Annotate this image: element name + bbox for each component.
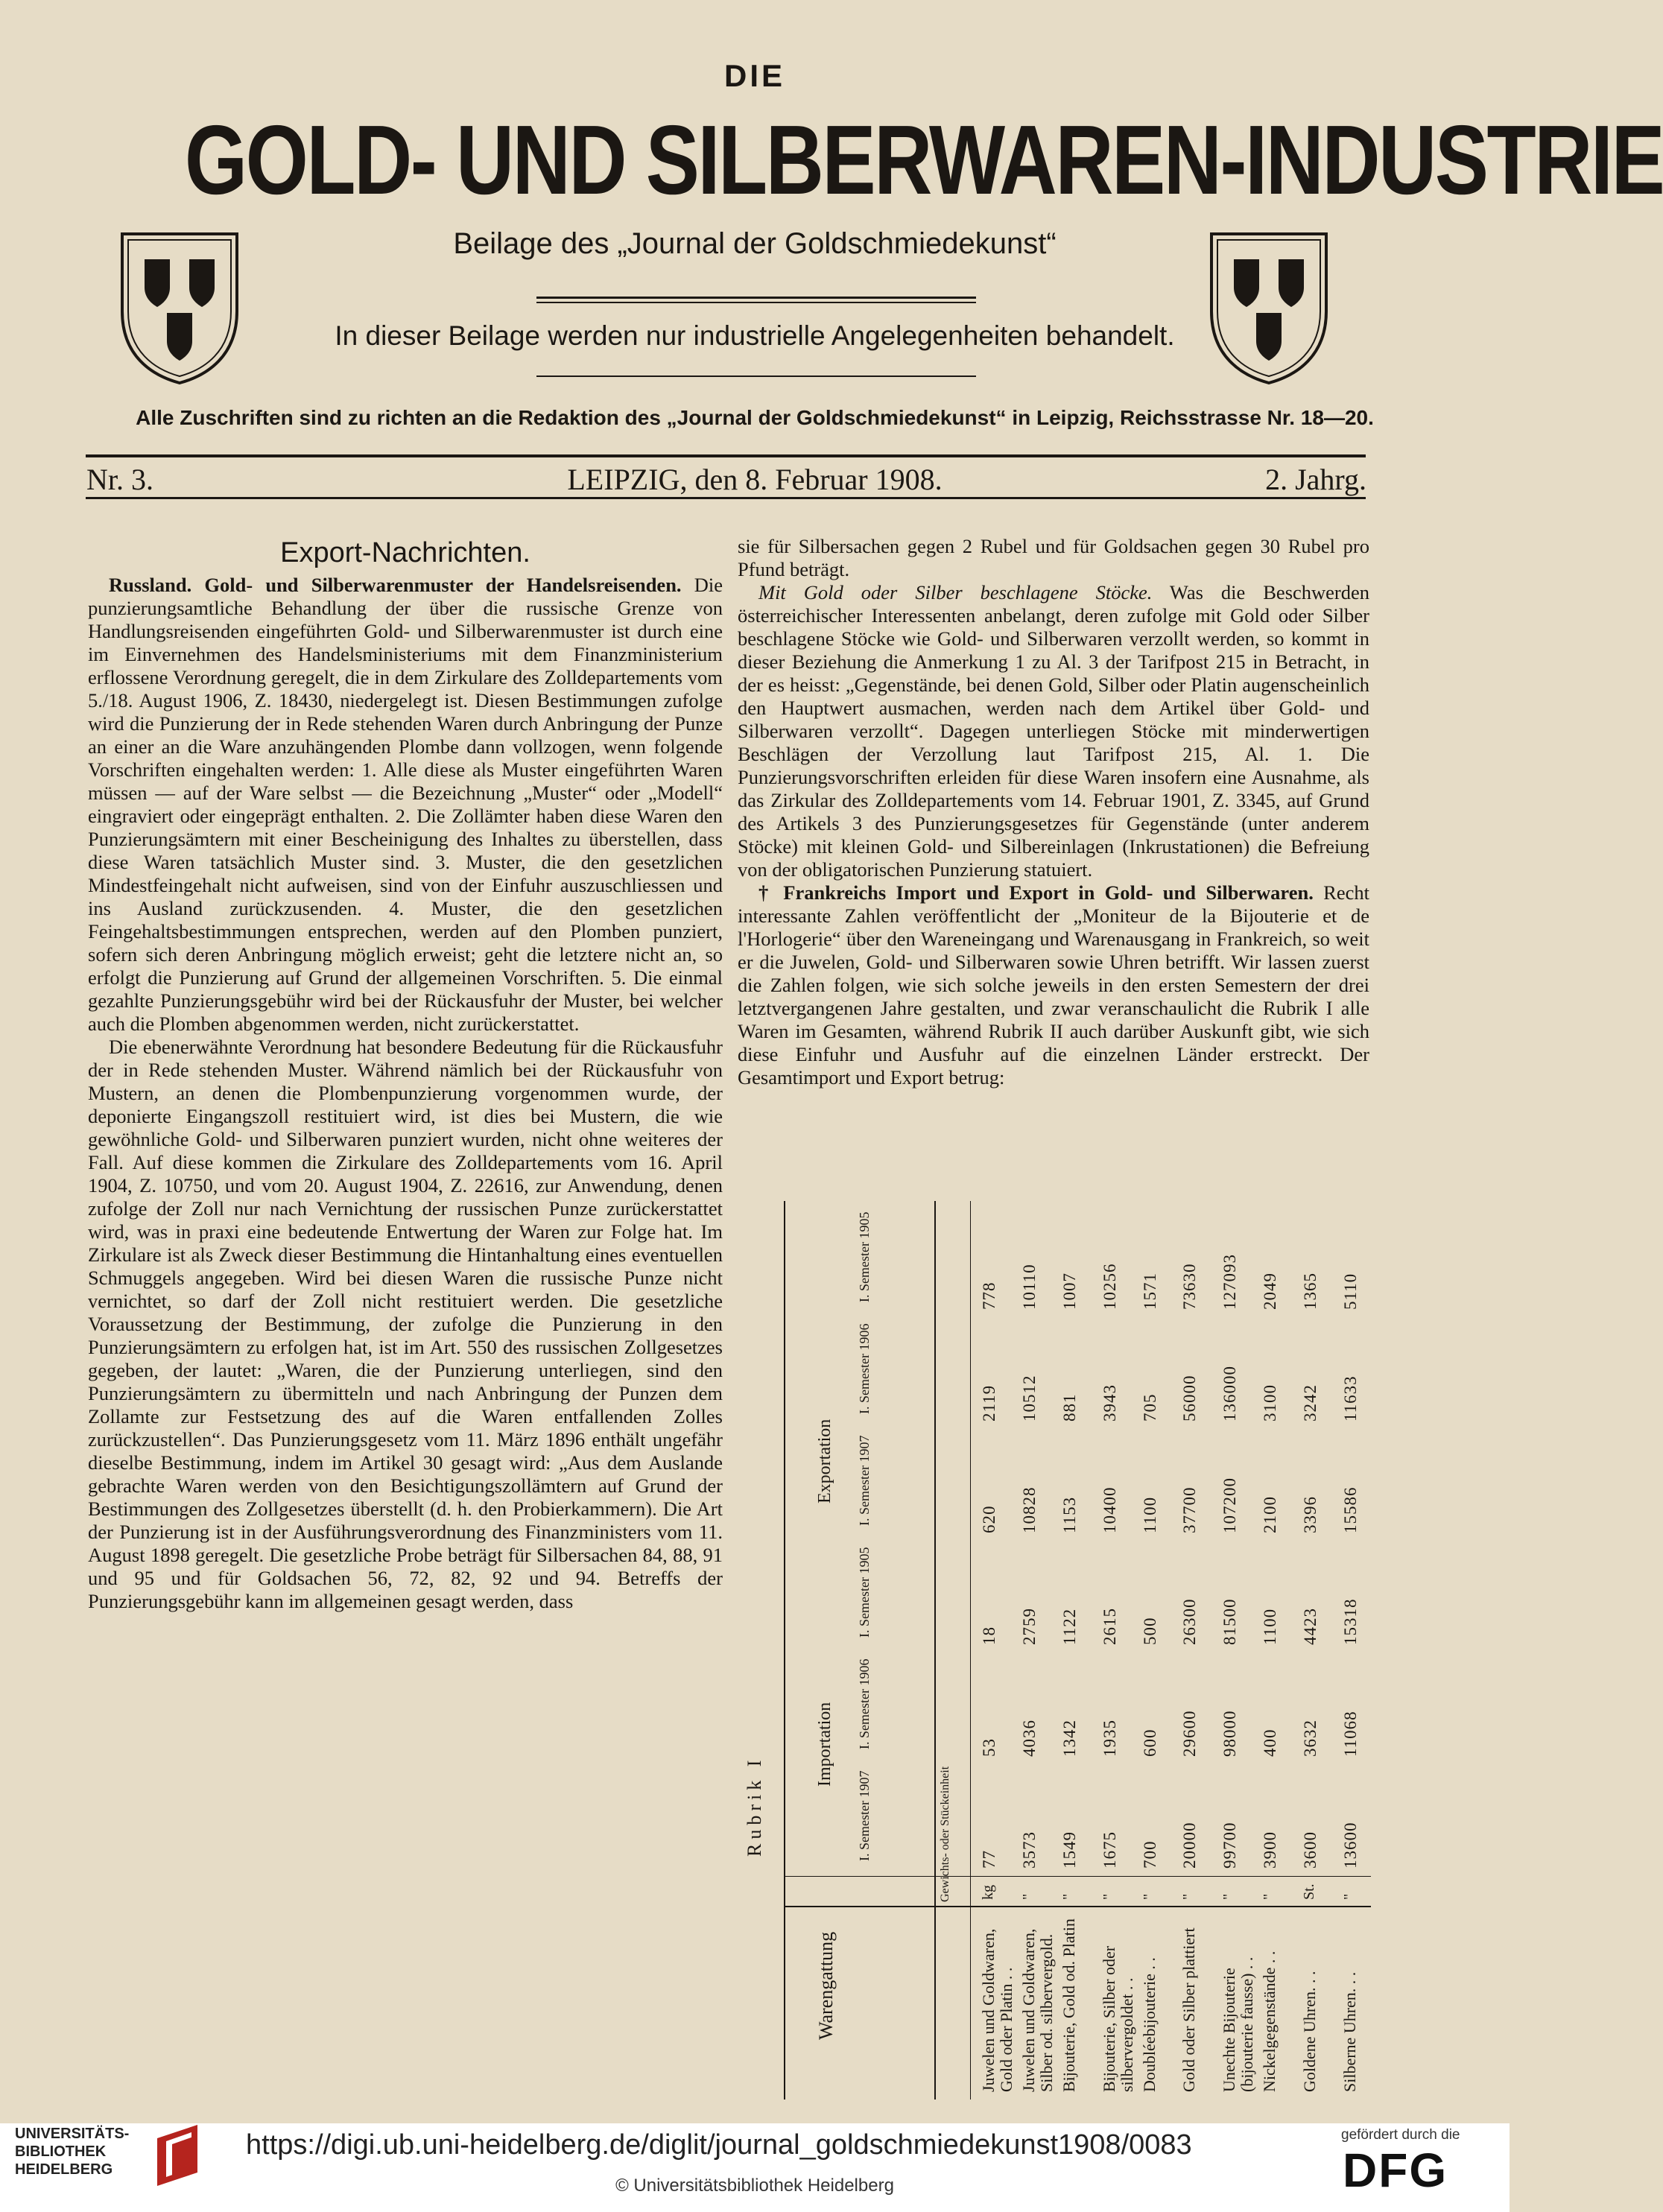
table-cell: 11633	[1340, 1375, 1360, 1422]
table-cell: 56000	[1180, 1375, 1200, 1422]
masthead-die: DIE	[723, 58, 785, 93]
table-row-label: Goldene Uhren. . .	[1299, 1971, 1319, 2092]
table-cell: 10256	[1100, 1263, 1119, 1310]
table-header-semester: I. Semester 1907	[857, 1435, 872, 1526]
paragraph	[738, 581, 1369, 881]
table-cell: 778	[980, 1281, 999, 1310]
table-cell: 2615	[1100, 1608, 1119, 1645]
paragraph	[738, 881, 1369, 1089]
paragraph	[738, 535, 1369, 581]
statistics-table	[744, 1201, 1369, 2100]
table-row-unit: "	[1140, 1893, 1157, 1900]
paragraph-text: Recht interessante Zahlen veröffentlicht der „Moniteur de la Bijouterie et de l'Horlogerie“ über den Wareneingang und Warenausgang in Frankreich, so weit er die Juwelen, Gold- und Silberwaren sowie Uhren betrifft. Wir lassen zuerst die Zahlen folgen, wie sich solche jeweils in den ersten Semestern der drei letztvergangenen Jahre gestalten, und zwar veranschaulicht die Rubrik I alle Waren im Gesamten, während Rubrik II auch darüber Auskunft gibt, wie sich diese Einfuhr und Ausfuhr auf die einzelnen Länder erstreckt. Der Gesamtimport und Export betrug:	[738, 881, 1369, 1088]
table-cell: 15318	[1340, 1598, 1360, 1645]
table-cell: 1007	[1060, 1273, 1080, 1310]
article-column-left	[88, 535, 723, 1613]
table-cell: 53	[980, 1738, 999, 1757]
table-header-semester: I. Semester 1905	[857, 1211, 872, 1302]
table-cell: 13600	[1340, 1822, 1360, 1869]
table-cell: 1675	[1100, 1831, 1119, 1869]
table-cell: 5110	[1340, 1273, 1360, 1310]
table-cell: 3396	[1300, 1496, 1320, 1533]
table-row-label: Bijouterie, Silber oder silbervergoldet . .	[1099, 1945, 1136, 2092]
table-cell: 10828	[1020, 1486, 1039, 1533]
coat-of-arms-left-icon	[118, 229, 241, 386]
funding-label: gefördert durch die	[1341, 2127, 1460, 2143]
table-row-unit: "	[1060, 1893, 1077, 1900]
table-header-unit: Gewichts- oder Stückeinheit	[939, 1766, 951, 1902]
table-border	[785, 1906, 1371, 1907]
table-cell: 4423	[1300, 1608, 1320, 1645]
table-cell: 400	[1261, 1728, 1280, 1757]
table-header-exportation: Exportation	[815, 1419, 834, 1503]
table-row-unit: "	[1020, 1893, 1037, 1900]
paragraph-lead: Mit Gold oder Silber beschlagene Stöcke.	[758, 581, 1153, 603]
divider	[536, 297, 976, 303]
table-header-warengattung: Warengattung	[815, 1931, 837, 2040]
table-row-label: Silberne Uhren. . .	[1340, 1971, 1359, 2092]
table-rubrik-label: Rubrik I	[744, 1755, 765, 1857]
table-row-unit: "	[1100, 1893, 1117, 1900]
article-column-right	[738, 535, 1369, 1089]
table-cell: 37700	[1180, 1486, 1200, 1533]
table-cell: 11068	[1340, 1711, 1360, 1757]
table-border	[934, 1201, 936, 2100]
divider	[86, 454, 1366, 457]
table-cell: 620	[980, 1505, 999, 1533]
table-cell: 1365	[1300, 1273, 1320, 1310]
footer-copyright: © Universitätsbibliothek Heidelberg	[615, 2175, 894, 2196]
table-cell: 136000	[1220, 1366, 1240, 1422]
table-cell: 600	[1140, 1728, 1159, 1757]
issue-place-date: LEIPZIG, den 8. Februar 1908.	[567, 463, 943, 496]
table-cell: 1122	[1060, 1608, 1080, 1645]
editorial-address: Alle Zuschriften sind zu richten an die Redaktion des „Journal der Goldschmiedekunst“ in Leipzig, Reichsstrasse Nr. 18—20.	[136, 406, 1374, 429]
table-cell: 81500	[1220, 1598, 1240, 1645]
table-cell: 1342	[1060, 1720, 1080, 1757]
table-cell: 3632	[1300, 1720, 1320, 1757]
paragraph-text: Die ebenerwähnte Verordnung hat besondere Bedeutung für die Rückausfuhr der in Rede stehenden Muster. Während nämlich bei der Rückausfuhr von Mustern, an denen die Plombenpunzierung vorgenommen wurde, der deponierte Eingangszoll restituiert wird, ist dies bei Mustern, die wie gewöhnliche Gold- und Silberwaren punziert wurden, nicht ohne weiteres der Fall. Auf diese kommen die Zirkulare des Zolldepartements vom 16. April 1904, Z. 10750, und vom 20. August 1904, Z. 22616, zur Anwendung, denen zufolge der Zoll nur nach Vernichtung der russischen Punze zurückerstattet wird, was in praxi eine bedeutende Entwertung der Waren zur Folge hat. Im Zirkulare ist als Zweck dieser Bestimmung die Hintanhaltung eines eventuellen Schmuggels angegeben. Wird bei diesen Waren die russische Punze nicht vernichtet, so darf der Zoll nicht restituiert werden. Die gesetzliche Voraussetzung der Bestimmung, der zufolge die Punzierung in den Punzierungsämtern zu erfolgen hat, ist im Art. 550 des russischen Zollgesetzes gegeben, der lautet: „Waren, die der Punzierung unterliegen, sind den Punzierungsämtern zu übermitteln und nach Anbringung der Punzen dem Zollamte zur Festsetzung des auf die Waren entfallenden Zolles zurückzustellen“. Das Punzierungsgesetz vom 11. März 1896 enthält ungefähr dieselbe Bestimmung, indem im Artikel 30 gesagt wird: „Aus dem Auslande gebrachte Waren werden von den Besichtigungszollämtern auf Grund der Bestimmungen des Zollgesetzes überstellt (d. h. den Probierkammern). Die Art der Punzierung ist in der Ausführungsverordnung des Finanzministers vom 11. August 1898 geregelt. Die gesetzliche Probe beträgt für Silbersachen 84, 88, 91 und 95 und für Goldsachen 56, 72, 82, 92 und 94. Betreffs der Punzierungsgebühr kann im allgemeinen gesagt werden, dass	[88, 1036, 723, 1612]
table-cell: 3600	[1300, 1831, 1320, 1869]
table-row-unit: St.	[1300, 1883, 1317, 1900]
table-row-unit: "	[1340, 1893, 1358, 1900]
paragraph-lead: † Frankreichs Import und Export in Gold- und Silberwaren.	[758, 881, 1314, 904]
table-cell: 99700	[1220, 1822, 1240, 1869]
table-cell: 127093	[1220, 1254, 1240, 1310]
table-cell: 1100	[1261, 1608, 1280, 1645]
coat-of-arms-right-icon	[1207, 229, 1331, 386]
table-cell: 29600	[1180, 1710, 1200, 1757]
table-cell: 700	[1140, 1840, 1159, 1869]
table-header-semester: I. Semester 1905	[857, 1547, 872, 1638]
paragraph-text: Was die Beschwerden österreichischer Interessenten anbelangt, deren zufolge mit Gold oder Silber beschlagene Stöcke wie Gold- und Silberwaren verzollt werden, so kommt in dieser Beziehung die Anmerkung 1 zu Al. 3 der Tarifpost 215 in Betracht, in der es heisst: „Gegenstände, bei denen Gold, Silber oder Platin augenscheinlich den Hauptwert ausmachen, werden nach dem Artikel über Gold- und Silberwaren verzollt“. Dagegen unterliegen Stöcke mit minderwertigen Beschlägen der Verzollung laut Tarifpost 215, Al. 1. Die Punzierungsvorschriften erleiden für diese Waren insofern eine Ausnahme, als das Zirkular des Zolldepartements vom 14. Februar 1901, Z. 3345, auf Grund des Artikels 3 des Punzierungsgesetzes für Gegenstände (unter anderem Stöcke) mit kleinen Gold- und Silbereinlagen (Inkrustationen) die Befreiung von der obligatorischen Punzierung statuiert.	[738, 581, 1370, 881]
table-row-label: Juwelen und Goldwaren, Gold oder Platin . .	[979, 1928, 1016, 2092]
masthead-subtitle: Beilage des „Journal der Goldschmiedekunst“	[453, 227, 1057, 260]
masthead-title: GOLD- UND SILBERWAREN-INDUSTRIE	[184, 105, 1663, 215]
table-row-label: Juwelen und Goldwaren, Silber od. silbervergold.	[1019, 1928, 1057, 2092]
table-row-label: Doubléebijouterie . .	[1139, 1957, 1159, 2092]
divider	[86, 497, 1366, 499]
table-row-unit: kg	[980, 1885, 997, 1900]
table-cell: 1549	[1060, 1831, 1080, 1869]
divider	[536, 375, 976, 377]
table-cell: 73630	[1180, 1263, 1200, 1310]
table-row-label: Gold oder Silber plattiert	[1179, 1927, 1199, 2092]
library-name: UNIVERSITÄTS- BIBLIOTHEK HEIDELBERG	[15, 2126, 130, 2178]
table-cell: 4036	[1020, 1720, 1039, 1757]
paragraph-text: sie für Silbersachen gegen 2 Rubel und für Goldsachen gegen 30 Rubel pro Pfund beträgt.	[738, 535, 1369, 580]
table-row-unit: "	[1180, 1893, 1197, 1900]
table-body	[784, 1201, 1371, 2100]
table-border	[970, 1201, 971, 2100]
dfg-logo: DFG	[1343, 2143, 1448, 2197]
table-cell: 26300	[1180, 1598, 1200, 1645]
issue-year: 2. Jahrg.	[1265, 463, 1366, 496]
table-row-label: Unechte Bijouterie (bijouterie fausse) . .	[1220, 1956, 1257, 2092]
table-cell: 705	[1140, 1393, 1159, 1422]
table-row-unit: "	[1261, 1893, 1278, 1900]
table-cell: 3900	[1261, 1831, 1280, 1869]
table-header-importation: Importation	[815, 1702, 834, 1787]
table-border	[785, 1876, 1371, 1877]
table-cell: 18	[980, 1626, 999, 1645]
masthead-note: In dieser Beilage werden nur industrielle Angelegenheiten behandelt.	[335, 320, 1175, 351]
table-header-semester: I. Semester 1906	[857, 1658, 872, 1749]
table-row-unit: "	[1220, 1893, 1238, 1900]
table-cell: 1153	[1060, 1496, 1080, 1533]
table-cell: 881	[1060, 1393, 1080, 1422]
table-cell: 20000	[1180, 1822, 1200, 1869]
table-cell: 2100	[1261, 1496, 1280, 1533]
table-cell: 2049	[1261, 1273, 1280, 1310]
paragraph	[88, 1036, 723, 1613]
table-cell: 10400	[1100, 1486, 1119, 1533]
table-cell: 1935	[1100, 1720, 1119, 1757]
table-cell: 3100	[1261, 1384, 1280, 1422]
table-cell: 500	[1140, 1617, 1159, 1645]
table-cell: 1100	[1140, 1496, 1159, 1533]
table-cell: 10512	[1020, 1375, 1039, 1422]
table-row-label: Nickelgegenstände . .	[1260, 1950, 1279, 2092]
table-cell: 15586	[1340, 1486, 1360, 1533]
table-header-semester: I. Semester 1907	[857, 1770, 872, 1861]
table-cell: 98000	[1220, 1710, 1240, 1757]
table-cell: 107200	[1220, 1477, 1240, 1533]
paragraph-text: Die punzierungsamtliche Behandlung der über die russische Grenze von Handlungsreisenden eingeführten Gold- und Silberwarenmuster ist durch eine im Einvernehmen des Handelsministeriums mit dem Finanzministerium erflossene Verordnung geregelt, die in dem Zirkulare des Zolldepartements vom 5./18. August 1906, Z. 18430, niedergelegt ist. Diesen Bestimmungen zufolge wird die Punzierung der in Rede stehenden Waren durch Anbringung der Punze an einer an die Ware anzuhängenden Plombe dann vollzogen, wenn folgende Vorschriften eingehalten werden: 1. Alle diese als Muster eingeführten Waren müssen — auf der Ware selbst — die Bezeichnung „Muster“ oder „Modell“ eingraviert oder eingeprägt enthalten. 2. Die Zollämter haben diese Waren den Punzierungsämtern mit einer Bescheinigung des Inhaltes zu überstellen, dass diese Waren tatsächlich Muster sind. 3. Muster, die den gesetzlichen Mindestfeingehalt nicht aufweisen, sind von der Einfuhr auszuschliessen und ins Ausland zurückzusenden. 4. Muster, die den gesetzlichen Feingehaltsbestimmungen entsprechen, werden auf den Plomben punziert, sofern sich deren Anbringung möglich erweist; geht die letztere nicht an, so erfolgt die Punzierung auf Grund der allgemeinen Vorschriften. 5. Die einmal gezahlte Punzierungsgebühr wird bei der Rückausfuhr der Muster, bei welcher auch die Plomben abgenommen werden, nicht zurückerstattet.	[88, 574, 723, 1035]
table-cell: 77	[980, 1850, 999, 1869]
table-cell: 1571	[1140, 1273, 1159, 1310]
table-header-semester: I. Semester 1906	[857, 1323, 872, 1414]
issue-number: Nr. 3.	[86, 463, 153, 496]
table-cell: 10110	[1020, 1264, 1039, 1310]
paragraph-lead: Russland. Gold- und Silberwarenmuster der Handelsreisenden.	[109, 574, 682, 596]
section-heading: Export-Nachrichten.	[280, 537, 530, 568]
table-cell: 2759	[1020, 1608, 1039, 1645]
paragraph	[88, 574, 723, 1036]
table-row-label: Bijouterie, Gold od. Platin	[1059, 1918, 1079, 2092]
table-cell: 3573	[1020, 1831, 1039, 1869]
table-cell: 3943	[1100, 1384, 1119, 1422]
footer-url-link[interactable]: https://digi.ub.uni-heidelberg.de/diglit/journal_goldschmiedekunst1908/0083	[246, 2129, 1192, 2161]
table-cell: 2119	[980, 1384, 999, 1422]
table-cell: 3242	[1300, 1384, 1320, 1422]
